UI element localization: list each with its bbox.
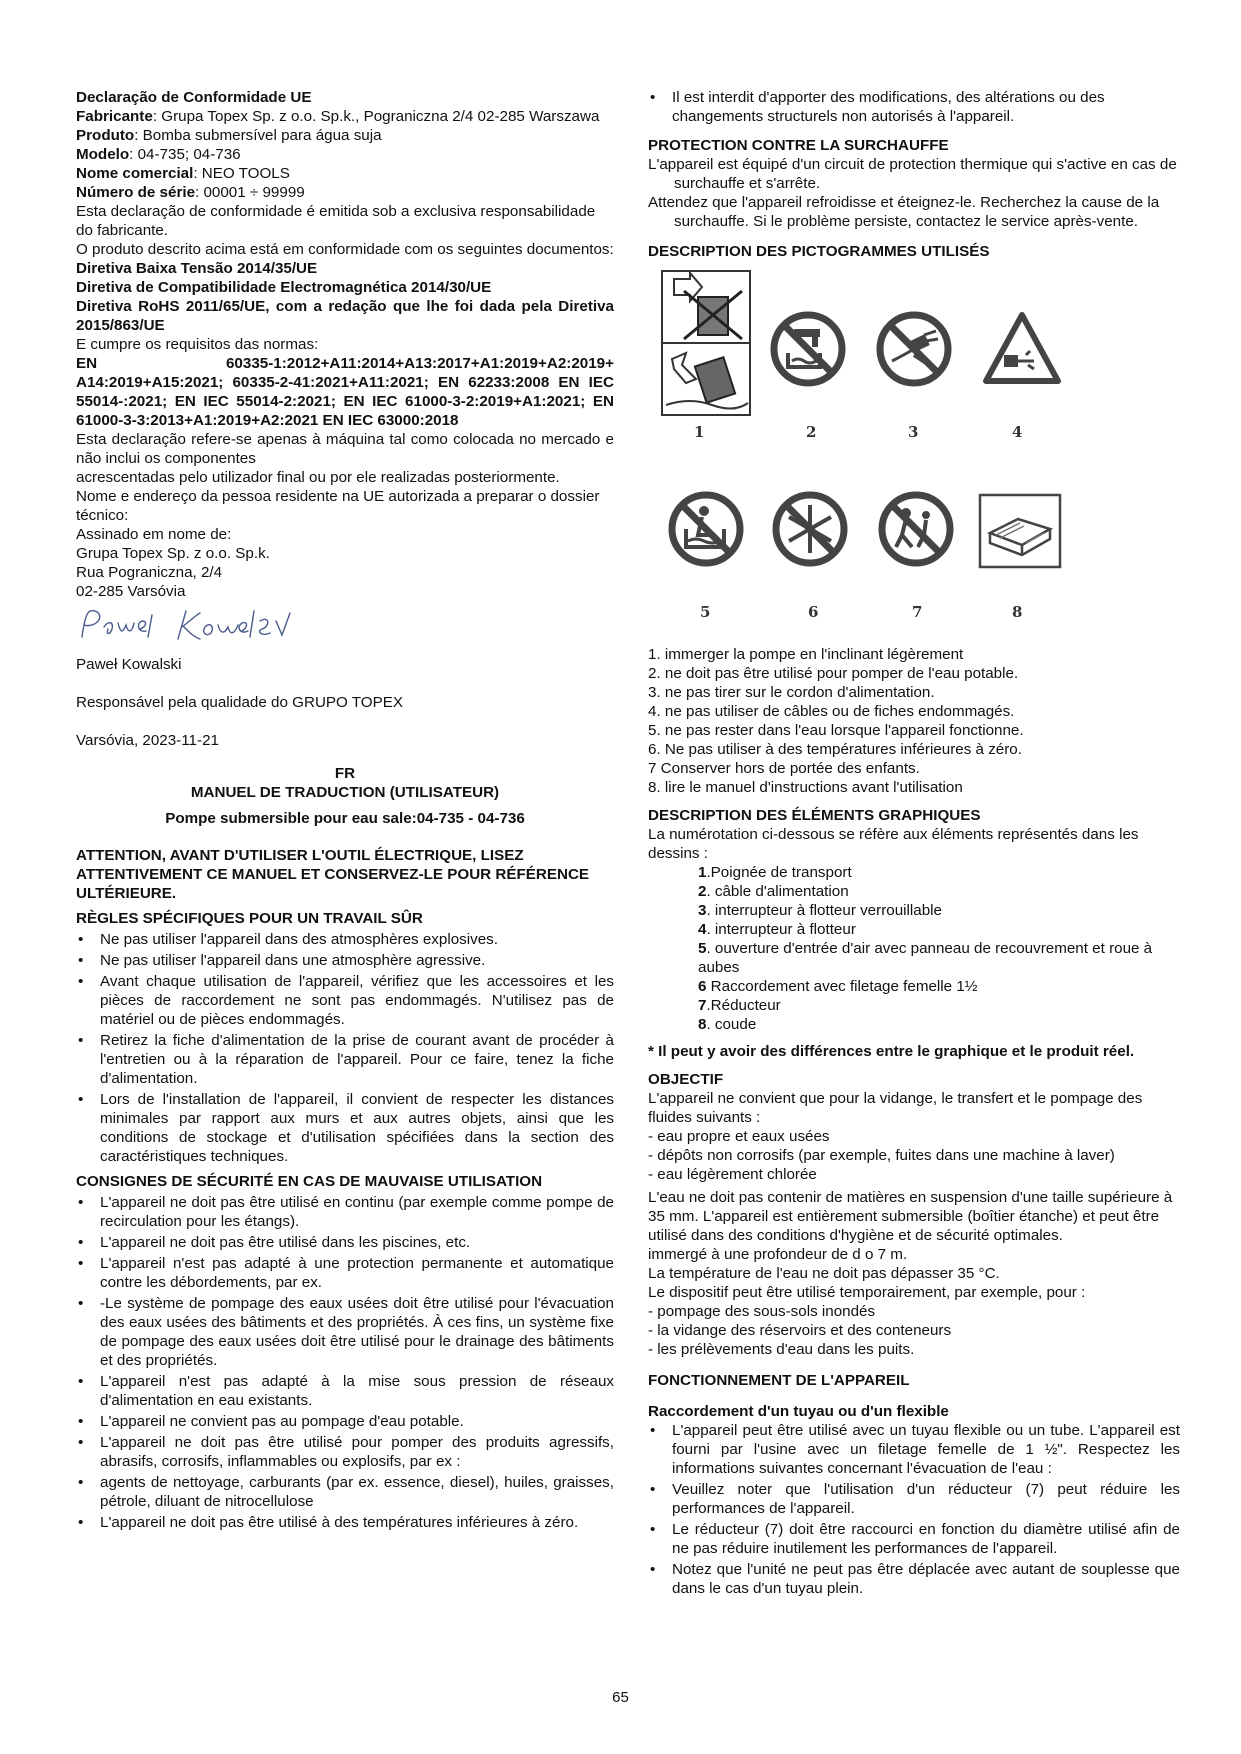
list-item: 1.Poignée de transport [698, 864, 852, 881]
list-item: - pompage des sous-sols inondés [648, 1303, 876, 1320]
manufacturer: Fabricante: Grupa Topex Sp. z o.o. Sp.k., Pograniczna 2/4 02-285 Warszawa [76, 108, 600, 125]
pictogram-number: 1 [694, 423, 705, 441]
rules-heading: RÈGLES SPÉCIFIQUES POUR UN TRAVAIL SÛR [76, 910, 423, 927]
list-item: • L'appareil n'est pas adapté à la mise sous pression de réseaux d'alimentation en eau existants. [76, 1372, 614, 1410]
list-item: • -Le système de pompage des eaux usées doit être utilisé pour l'évacuation des eaux usées des bâtiments et des propriétés. À ces fins, un système fixe de pompage des eaux usées doit être utilisé pour le drainage des bâtiments et des propriétés. [76, 1294, 614, 1370]
page-number: 65 [612, 1689, 629, 1706]
list-item: 6 Raccordement avec filetage femelle 1½ [698, 978, 978, 995]
graphics-list [648, 863, 1180, 1034]
list-item: • L'appareil n'est pas adapté à une protection permanente et automatique contre les débordements, par ex. [76, 1254, 614, 1292]
list-item: 3. interrupteur à flotteur verrouillable [698, 902, 942, 919]
company-street: Rua Pograniczna, 2/4 [76, 564, 223, 581]
misuse-list [76, 1193, 614, 1532]
pictogram-number: 2 [806, 423, 817, 441]
pictogram-number: 4 [1012, 423, 1023, 441]
graphics-heading: DESCRIPTION DES ÉLÉMENTS GRAPHIQUES [648, 807, 981, 824]
no-children-icon [876, 489, 956, 569]
objective-text: L'eau ne doit pas contenir de matières en suspension d'une taille supérieure à 35 mm. L'appareil est entièrement submersible (boîtier étanche) et peut être utilisé dans des conditions d'hygiène et de sécurité optimales. [648, 1189, 1173, 1244]
declaration-date: Varsóvia, 2023-11-21 [76, 732, 219, 749]
declaration-title: Declaração de Conformidade UE [76, 89, 312, 106]
pictogram-grid [648, 267, 1180, 637]
manual-title: MANUEL DE TRADUCTION (UTILISATEUR) [190, 784, 500, 801]
product-title: Pompe submersible pour eau sale:04-735 - 04-736 [165, 810, 525, 827]
person-text: Nome e endereço da pessoa residente na UE autorizada a preparar o dossier técnico: [76, 488, 600, 524]
overheat-text-1: L'appareil est équipé d'un circuit de protection thermique qui s'active en cas de surchauffe et s'arrête. [648, 156, 1177, 192]
list-item: 5. ne pas rester dans l'eau lorsque l'appareil fonctionne. [648, 722, 1024, 739]
signature-image [76, 607, 336, 651]
list-item: • Notez que l'unité ne peut pas être déplacée avec autant de souplesse que dans le cas d'un tuyau plein. [648, 1560, 1180, 1598]
pictogram-number: 3 [908, 423, 919, 441]
declaration-text: Esta declaração de conformidade é emitida sob a exclusiva responsabilidade do fabricante. [76, 203, 596, 239]
no-pulling-cord-icon [874, 309, 954, 389]
pictogram-number: 7 [912, 603, 923, 621]
connection-list [648, 1421, 1180, 1598]
list-item: 2. câble d'alimentation [698, 883, 849, 900]
list-item: • L'appareil ne convient pas au pompage d'eau potable. [76, 1412, 614, 1431]
list-item: • L'appareil ne doit pas être utilisé à des températures inférieures à zéro. [76, 1513, 614, 1532]
list-item: 1. immerger la pompe en l'inclinant légèrement [648, 646, 964, 663]
objective-depth: immergé à une profondeur de d o 7 m. [648, 1246, 908, 1263]
added-text: acrescentadas pelo utilizador final ou por ele realizadas posteriormente. [76, 469, 560, 486]
list-item: • L'appareil peut être utilisé avec un tuyau flexible ou un tube. L'appareil est fourni par l'usine avec un filetage femelle de 1 ½". Respectez les informations suivantes concernant l'évacuation de l'eau : [648, 1421, 1180, 1478]
list-item: • Retirez la fiche d'alimentation de la prise de courant avant de procéder à l'entretien ou à la réparation de l'appareil. Pour ce faire, tenez la fiche d'alimentation. [76, 1031, 614, 1088]
list-item: • Ne pas utiliser l'appareil dans une atmosphère agressive. [76, 951, 614, 970]
no-drinking-water-icon [768, 309, 848, 389]
conformity-text: O produto descrito acima está em conformidade com os seguintes documentos: [76, 241, 614, 258]
list-item: • Le réducteur (7) doit être raccourci en fonction du diamètre utilisé afin de ne pas réduire inutilement les performances de l'appareil. [648, 1520, 1180, 1558]
list-item: • L'appareil ne doit pas être utilisé dans les piscines, etc. [76, 1233, 614, 1252]
list-item: 6. Ne pas utiliser à des températures inférieures à zéro. [648, 741, 1022, 758]
pictogram-number: 6 [808, 603, 819, 621]
language-code: FR [334, 765, 356, 782]
objective-temporary-use: Le dispositif peut être utilisé temporairement, par exemple, pour : [648, 1284, 1086, 1301]
responsible-role: Responsável pela qualidade do GRUPO TOPEX [76, 694, 404, 711]
no-frost-icon [770, 489, 850, 569]
pictogram-number: 8 [1012, 603, 1023, 621]
list-item: - les prélèvements d'eau dans les puits. [648, 1341, 915, 1358]
directive-emc: Diretiva de Compatibilidade Electromagnética 2014/30/UE [76, 279, 492, 296]
pictogram-number: 5 [700, 603, 711, 621]
objective-heading: OBJECTIF [648, 1071, 724, 1088]
no-person-in-water-icon [666, 489, 746, 569]
attention-warning: ATTENTION, AVANT D'UTILISER L'OUTIL ÉLECTRIQUE, LISEZ ATTENTIVEMENT CE MANUEL ET CONSERVEZ-LE POUR RÉFÉRENCE ULTÉRIEURE. [76, 847, 590, 902]
list-item: - eau propre et eaux usées [648, 1128, 830, 1145]
difference-note: * Il peut y avoir des différences entre le graphique et le produit réel. [648, 1043, 1135, 1060]
pictograms-heading: DESCRIPTION DES PICTOGRAMMES UTILISÉS [648, 243, 990, 260]
right-column [648, 88, 1180, 1600]
norms-intro: E cumpre os requisitos das normas: [76, 336, 319, 353]
overheat-text-2: Attendez que l'appareil refroidisse et éteignez-le. Recherchez la cause de la surchauffe. Si le problème persiste, contactez le service après-vente. [648, 194, 1160, 230]
left-column [76, 88, 614, 1534]
list-item: 7.Réducteur [698, 997, 781, 1014]
company-city: 02-285 Varsóvia [76, 583, 186, 600]
refers-text: Esta declaração refere-se apenas à máquina tal como colocada no mercado e não inclui os componentes [76, 431, 614, 467]
list-item: - eau légèrement chlorée [648, 1166, 817, 1183]
connection-heading: Raccordement d'un tuyau ou d'un flexible [648, 1403, 949, 1420]
signer-name: Paweł Kowalski [76, 656, 182, 673]
list-item: • agents de nettoyage, carburants (par ex. essence, diesel), huiles, graisses, pétrole, diluant de nitrocellulose [76, 1473, 614, 1511]
list-item: • L'appareil ne doit pas être utilisé en continu (par exemple comme pompe de recirculation pour les étangs). [76, 1193, 614, 1231]
objective-temperature: La température de l'eau ne doit pas dépasser 35 °C. [648, 1265, 1000, 1282]
directive-low-voltage: Diretiva Baixa Tensão 2014/35/UE [76, 260, 318, 277]
list-item: • L'appareil ne doit pas être utilisé pour pomper des produits agressifs, abrasifs, corrosifs, inflammables ou explosifs, par ex : [76, 1433, 614, 1471]
company-name: Grupa Topex Sp. z o.o. Sp.k. [76, 545, 270, 562]
list-item: - la vidange des réservoirs et des conteneurs [648, 1322, 952, 1339]
misuse-heading: CONSIGNES DE SÉCURITÉ EN CAS DE MAUVAISE UTILISATION [76, 1173, 543, 1190]
list-item: - dépôts non corrosifs (par exemple, fuites dans une machine à laver) [648, 1147, 1115, 1164]
product: Produto: Bomba submersível para água suja [76, 127, 382, 144]
model: Modelo: 04-735; 04-736 [76, 146, 241, 163]
list-item: • Avant chaque utilisation de l'appareil, vérifiez que les accessoires et les pièces de raccordement ne sont pas endommagés. N'utilisez pas de matériel ou de pièces endommagés. [76, 972, 614, 1029]
list-item: 7 Conserver hors de portée des enfants. [648, 760, 920, 777]
modification-list [648, 88, 1180, 126]
read-manual-icon [978, 493, 1062, 569]
directive-rohs: Diretiva RoHS 2011/65/UE, com a redação que lhe foi dada pela Diretiva 2015/863/UE [76, 298, 614, 334]
list-item: 5. ouverture d'entrée d'air avec panneau de recouvrement et roue à aubes [698, 940, 1153, 976]
serial-number: Número de série: 00001 ÷ 99999 [76, 184, 305, 201]
list-item: 4. ne pas utiliser de câbles ou de fiches endommagés. [648, 703, 1015, 720]
trade-name: Nome comercial: NEO TOOLS [76, 165, 290, 182]
list-item: 8. lire le manuel d'instructions avant l'utilisation [648, 779, 963, 796]
graphics-intro: La numérotation ci-dessous se réfère aux éléments représentés dans les dessins : [648, 826, 1139, 862]
list-item: • Lors de l'installation de l'appareil, il convient de respecter les distances minimales par rapport aux murs et aux autres objets, ainsi que les conditions de stockage et d'utilisation spécifiées dans la section des caractéristiques techniques. [76, 1090, 614, 1166]
list-item: 3. ne pas tirer sur le cordon d'alimentation. [648, 684, 935, 701]
list-item: 8. coude [698, 1016, 757, 1033]
signed-for: Assinado em nome de: [76, 526, 232, 543]
objective-intro: L'appareil ne convient que pour la vidange, le transfert et le pompage des fluides suivants : [648, 1090, 1143, 1126]
rules-list [76, 930, 614, 1166]
list-item: 2. ne doit pas être utilisé pour pomper de l'eau potable. [648, 665, 1019, 682]
operation-heading: FONCTIONNEMENT DE L'APPAREIL [648, 1372, 910, 1389]
tilted-pump-icon [660, 269, 752, 417]
norms-list: EN 60335-1:2012+A11:2014+A13:2017+A1:2019+A2:2019+ A14:2019+A15:2021; 60335-2-41:2021+A11:2021; EN 62233:2008 EN IEC 55014-:2021; EN IEC 55014-2:2021; EN IEC 61000-3-2:2019+A1:2021; EN 61000-3-3:2013+A1:2019+A2:2021 EN IEC 63000:2018 [76, 355, 614, 429]
list-item: 4. interrupteur à flotteur [698, 921, 856, 938]
list-item: • Il est interdit d'apporter des modifications, des altérations ou des changements structurels non autorisés à l'appareil. [648, 88, 1180, 126]
overheat-heading: PROTECTION CONTRE LA SURCHAUFFE [648, 137, 949, 154]
list-item: • Ne pas utiliser l'appareil dans des atmosphères explosives. [76, 930, 614, 949]
pictogram-list [648, 645, 1180, 797]
damaged-cable-warning-icon [982, 311, 1062, 385]
list-item: • Veuillez noter que l'utilisation d'un réducteur (7) peut réduire les performances de l'appareil. [648, 1480, 1180, 1518]
